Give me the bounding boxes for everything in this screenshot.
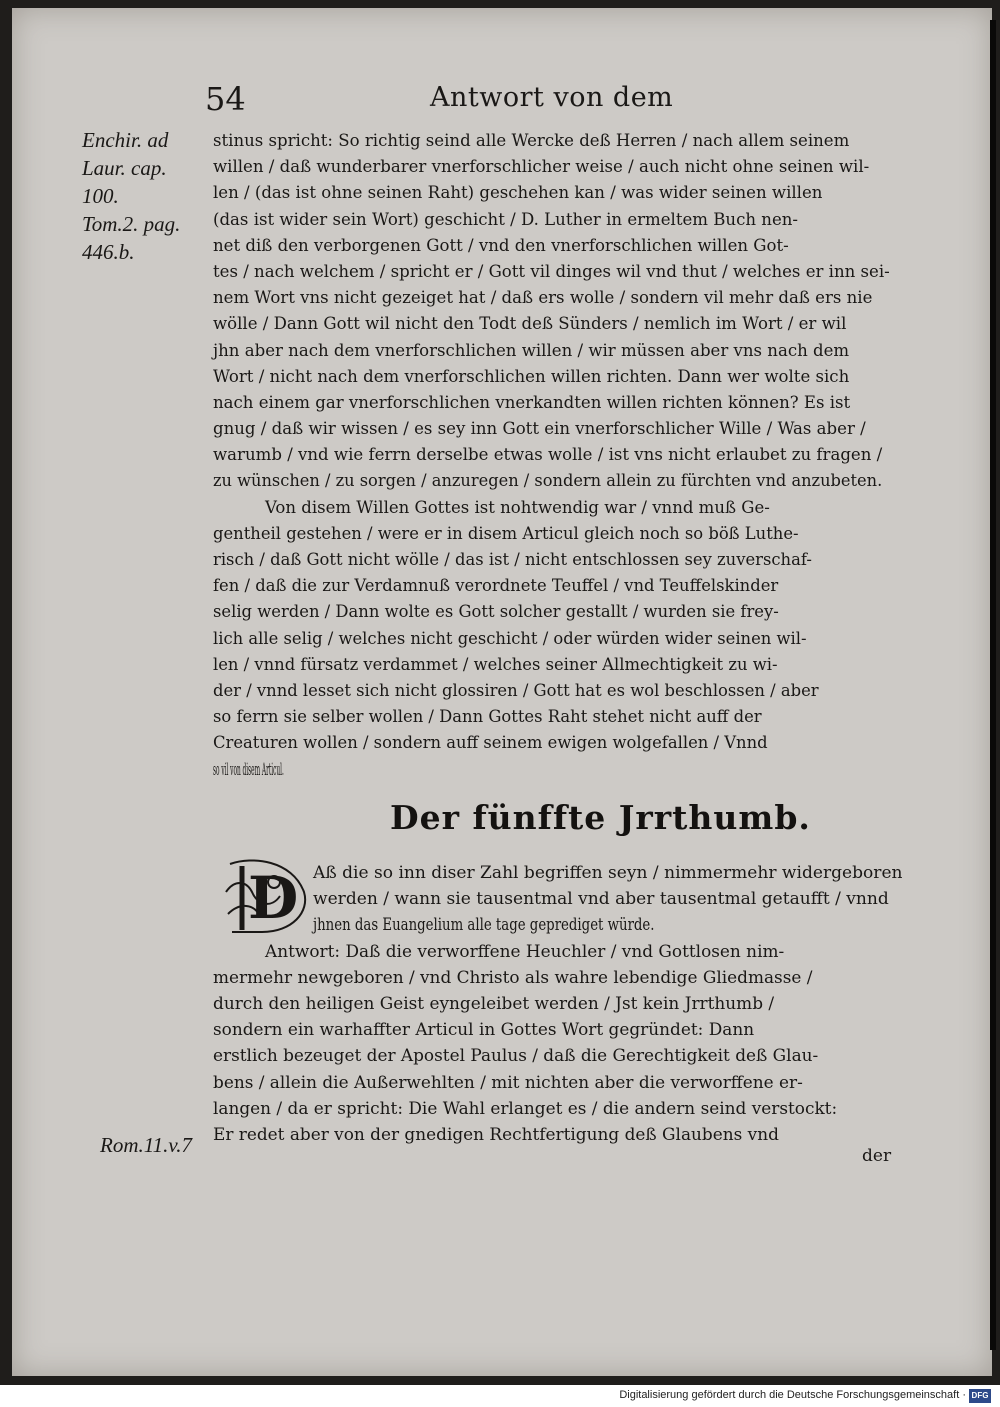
text-line: erstlich bezeuget der Apostel Paulus / daß die Gerechtigkeit deß Glau- bbox=[213, 1046, 819, 1067]
text-line: fen / daß die zur Verdamnuß verordnete Teuffel / vnd Teuffelskinder bbox=[213, 576, 779, 597]
text-line: warumb / vnd wie ferrn derselbe etwas wolle / ist vns nicht erlaubet zu fragen / bbox=[213, 445, 883, 466]
margin-note: 100. bbox=[82, 184, 119, 208]
text-line: len / (das ist ohne seinen Raht) geschehen kan / was wider seinen willen bbox=[213, 183, 823, 204]
text-line: bens / allein die Außerwehlten / mit nichten aber die verworffene er- bbox=[213, 1072, 803, 1093]
text-line: jhnen das Euangelium alle tage geprediget würde. bbox=[313, 915, 655, 936]
margin-reference: Rom.11.v.7 bbox=[100, 1133, 192, 1157]
text-line: sondern ein warhaffter Articul in Gottes Wort gegründet: Dann bbox=[213, 1020, 755, 1041]
text-line: zu wünschen / zu sorgen / anzuregen / sondern allein zu fürchten vnd anzubeten. bbox=[213, 471, 883, 492]
body-text-block-1 bbox=[213, 128, 915, 783]
text-line: Er redet aber von der gnedigen Rechtfertigung deß Glaubens vnd bbox=[213, 1124, 779, 1145]
text-line: mermehr newgeboren / vnd Christo als wahre lebendige Gliedmasse / bbox=[213, 967, 813, 988]
margin-note: Laur. cap. bbox=[82, 156, 167, 180]
text-line: risch / daß Gott nicht wölle / das ist / nicht entschlossen sey zuverschaf- bbox=[213, 550, 812, 570]
text-line: Antwort: Daß die verworffene Heuchler / vnd Gottlosen nim- bbox=[265, 941, 785, 962]
section-heading: Der fünffte Jrrthumb. bbox=[390, 798, 811, 837]
dfg-logo: DFG bbox=[969, 1389, 991, 1403]
text-line: der / vnnd lesset sich nicht glossiren / Gott hat es wol beschlossen / aber bbox=[213, 680, 819, 701]
text-line: tes / nach welchem / spricht er / Gott vil dinges wil vnd thut / welches er inn sei- bbox=[213, 261, 890, 282]
body-text-block-2 bbox=[213, 860, 901, 1148]
text-line: willen / daß wunderbarer vnerforschlicher weise / auch nicht ohne seinen wil- bbox=[213, 157, 870, 178]
text-line: wölle / Dann Gott wil nicht den Todt deß Sünders / nemlich im Wort / er wil bbox=[213, 314, 847, 335]
margin-note: 446.b. bbox=[82, 240, 135, 264]
running-head: Antwort von dem bbox=[430, 82, 674, 113]
text-line: gentheil gestehen / were er in disem Articul gleich noch so böß Luthe- bbox=[213, 523, 799, 544]
catchword: der bbox=[862, 1146, 892, 1166]
text-line: jhn aber nach dem vnerforschlichen willen / wir müssen aber vns nach dem bbox=[213, 340, 850, 361]
margin-notes bbox=[82, 126, 200, 266]
text-line: net diß den verborgenen Gott / vnd den vnerforschlichen willen Got- bbox=[213, 235, 789, 256]
text-line: durch den heiligen Geist eyngeleibet werden / Jst kein Jrrthumb / bbox=[213, 993, 775, 1014]
text-line: werden / wann sie tausentmal vnd aber tausentmal getaufft / vnnd bbox=[313, 889, 889, 910]
digitization-credit: Digitalisierung gefördert durch die Deutsche Forschungsgemeinschaft · bbox=[619, 1389, 966, 1401]
text-line: Wort / nicht nach dem vnerforschlichen willen richten. Dann wer wolte sich bbox=[213, 366, 850, 387]
text-line: so ferrn sie selber wollen / Dann Gottes Raht stehet nicht auff der bbox=[213, 707, 762, 728]
text-line: nach einem gar vnerforschlichen vnerkandten willen richten können? Es ist bbox=[213, 392, 851, 413]
page-number: 54 bbox=[205, 80, 246, 118]
text-line: lich alle selig / welches nicht geschicht / oder würden wider seinen wil- bbox=[213, 628, 807, 649]
margin-note: Enchir. ad bbox=[82, 128, 169, 152]
text-line: nem Wort vns nicht gezeiget hat / daß ers wolle / sondern vil mehr daß ers nie bbox=[213, 288, 873, 309]
text-line: Creaturen wollen / sondern auff seinem ewigen wolgefallen / Vnnd bbox=[213, 733, 768, 754]
text-line: len / vnnd fürsatz verdammet / welches seiner Allmechtigkeit zu wi- bbox=[213, 654, 778, 675]
text-line: so vil von disem Articul. bbox=[213, 759, 284, 780]
margin-note: Tom.2. pag. bbox=[82, 212, 181, 236]
drop-cap-letter: D bbox=[248, 864, 299, 932]
text-line: Aß die so inn diser Zahl begriffen seyn / nimmermehr widergeboren bbox=[313, 863, 903, 883]
page-edge bbox=[990, 20, 996, 1350]
text-line: stinus spricht: So richtig seind alle Wercke deß Herren / nach allem seinem bbox=[213, 131, 850, 151]
text-line: gnug / daß wir wissen / es sey inn Gott ein vnerforschlicher Wille / Was aber / bbox=[213, 419, 866, 440]
text-line: selig werden / Dann wolte es Gott solcher gestallt / wurden sie frey- bbox=[213, 602, 779, 623]
text-line: langen / da er spricht: Die Wahl erlanget es / die andern seind verstockt: bbox=[213, 1098, 838, 1119]
text-line: (das ist wider sein Wort) geschicht / D. Luther in ermeltem Buch nen- bbox=[213, 209, 799, 230]
text-line: Von disem Willen Gottes ist nohtwendig war / vnnd muß Ge- bbox=[265, 497, 770, 518]
